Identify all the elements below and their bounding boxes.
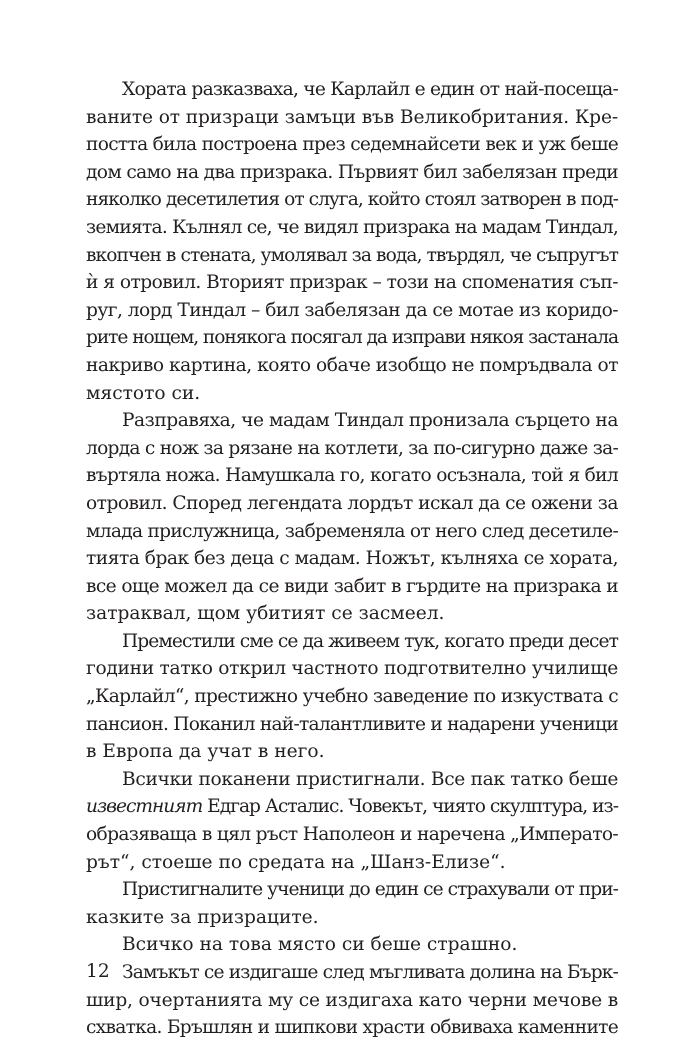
text-line: тията брак без деца с мадам. Ножът, кълняха се хората,: [86, 548, 618, 570]
text-line: рите нощем, понякога посягал да изправи някоя застанала: [86, 327, 618, 349]
text-line: Всички поканени пристигнали. Все пак татко беше: [122, 768, 618, 790]
text-line: дом само на два призрака. Първият бил забелязан преди: [86, 161, 619, 183]
text-line: в Европа да учат в него.: [86, 741, 325, 763]
text-line: въртяла ножа. Намушкала го, когато осъзнала, той я бил: [86, 465, 618, 487]
text-line: ѝ я отровил. Вторият призрак – този на споменатия съп-: [86, 272, 618, 294]
text-line: затраквал, щом убитият се засмеел.: [86, 603, 445, 625]
page-number: 12: [86, 961, 110, 982]
text-line: шир, очертанията му се издигаха като черни мечове в: [86, 989, 619, 1011]
text-line: млада прислужница, забременяла от него след десетиле-: [86, 520, 619, 542]
text-line: образяваща в цял ръст Наполеон и наречена „Императо-: [86, 824, 618, 846]
text-line: рът“, стоеше по средата на „Шанз-Елизе“.: [86, 851, 506, 873]
text-fragment: Едгар Асталис. Човекът, чиято скулптура, из-: [202, 796, 618, 818]
text-line: вкопчен в стената, умолявал за вода, твърдял, че съпругът: [86, 244, 619, 266]
text-line: „Карлайл“, престижно учебно заведение по изкуствата с: [86, 686, 618, 708]
text-line: Пристигналите ученици до един се страхували от при-: [122, 879, 619, 901]
text-line: Преместили сме се да живеем тук, когато преди десет: [122, 630, 619, 652]
text-line: ваните от призраци замъци във Великобритания. Кре-: [86, 106, 618, 128]
text-line: мястото си.: [86, 382, 201, 404]
text-line: казките за призраците.: [86, 906, 319, 928]
text-line: няколко десетилетия от слуга, който стоял затворен в под-: [86, 189, 619, 211]
text-line: Хората разказваха, че Карлайл е един от най-посеща-: [122, 79, 618, 100]
text-line: постта била построена през седемнайсети век и уж беше: [86, 134, 619, 156]
text-line: Разправяха, че мадам Тиндал пронизала сърцето на: [122, 410, 618, 432]
text-line: лорда с нож за рязане на котлети, за по-сигурно даже за-: [86, 437, 618, 459]
text-line: все още можел да се види забит в гърдите на призрака и: [86, 575, 618, 597]
text-line: Замъкът се издигаше след мъгливата долина на Бърк-: [122, 962, 618, 983]
text-line: [86, 793, 618, 821]
text-line: отровил. Според легендата лордът искал да се ожени за: [86, 492, 618, 514]
text-line: схватка. Бръшлян и шипкови храсти обвиваха каменните: [86, 1017, 618, 1039]
text-line: години татко открил частното подготвително училище: [86, 658, 618, 680]
body-text: [86, 76, 618, 1042]
text-line: Всичко на това място си беше страшно.: [122, 934, 518, 956]
text-line: земията. Кълнял се, че видял призрака на мадам Тиндал,: [86, 216, 619, 238]
text-line: пансион. Поканил най-талантливите и надарени ученици: [86, 713, 619, 735]
italic-word: известният: [86, 796, 203, 818]
text-line: накриво картина, която обаче изобщо не помръдвала от: [86, 354, 618, 376]
text-line: руг, лорд Тиндал – бил забелязан да се мотае из коридо-: [86, 299, 619, 321]
